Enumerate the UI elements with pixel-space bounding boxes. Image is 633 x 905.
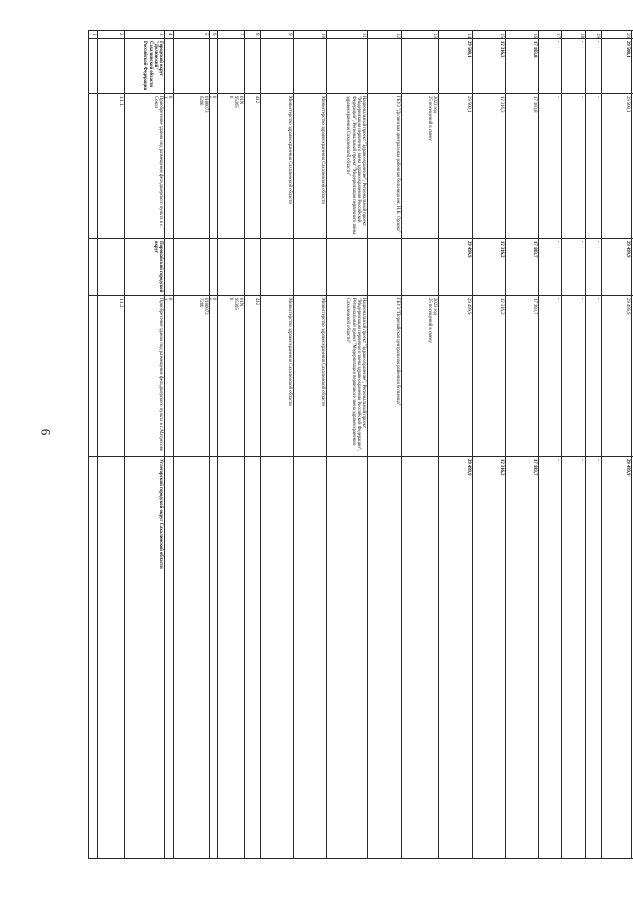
- cell-text: -: [595, 459, 600, 461]
- cell-text: [174, 239, 209, 295]
- cell-text: 0: [167, 298, 172, 301]
- table-cell: [218, 457, 245, 859]
- cell-text: 3: [158, 33, 163, 36]
- table-cell: [261, 296, 294, 457]
- table-cell: [294, 457, 327, 859]
- budget-table: [88, 30, 633, 859]
- cell-text: [402, 239, 438, 295]
- table-cell: [174, 296, 210, 457]
- cell-text: 2023 год 25 посещений в смену: [426, 96, 437, 141]
- table-cell: [439, 239, 473, 296]
- table-cell: [368, 296, 402, 457]
- table-cell: [294, 39, 327, 94]
- table-cell: [562, 457, 586, 859]
- cell-text: [165, 239, 173, 295]
- cell-text: Поронайский городской округ: [152, 241, 163, 293]
- column-number-cell: [245, 31, 261, 39]
- table-header-row: [89, 31, 633, 39]
- cell-text: [261, 39, 293, 93]
- column-number-cell: [368, 31, 402, 39]
- cell-text: 12: [395, 33, 400, 38]
- table-cell: [174, 39, 210, 94]
- cell-text: 17 183,8: [532, 96, 537, 113]
- cell-text: -: [595, 298, 600, 300]
- cell-text: 29 500,1: [466, 96, 471, 113]
- cell-text: [174, 457, 209, 858]
- cell-text: 11: [361, 33, 366, 38]
- table-cell: [327, 239, 368, 296]
- table-cell: [473, 39, 506, 94]
- cell-text: Городской округ "Долинский" Сахалинской области Российской Федерации: [142, 41, 163, 91]
- table-cell: [210, 296, 218, 457]
- cell-text: [218, 239, 244, 295]
- table-cell: [439, 296, 473, 457]
- table-cell: [98, 239, 125, 296]
- table-cell: [327, 94, 368, 239]
- table-cell: [602, 239, 632, 296]
- table-cell: [402, 296, 439, 457]
- table-cell: [98, 296, 125, 457]
- table-row: [89, 457, 633, 859]
- table-cell: [402, 239, 439, 296]
- column-number-cell: [294, 31, 327, 39]
- table-cell: [245, 94, 261, 239]
- table-cell: [368, 239, 402, 296]
- table-cell: [294, 94, 327, 239]
- column-number-cell: [210, 31, 218, 39]
- cell-text: Приобретение здания под размещение фельдшерского пункта в с. Сокол: [152, 96, 163, 228]
- cell-text: [327, 457, 367, 858]
- table-cell: [586, 94, 602, 239]
- table-cell: [473, 94, 506, 239]
- cell-text: [245, 457, 260, 858]
- cell-text: 1.1.2.: [118, 298, 123, 309]
- cell-text: 29 499,9: [466, 459, 471, 476]
- cell-text: ГБУЗ "Поронайская центральная районная больница": [395, 298, 400, 406]
- table-cell: [506, 239, 539, 296]
- cell-text: Министерство здравоохранения Сахалинской области: [320, 96, 325, 204]
- cell-text: -: [555, 298, 560, 300]
- cell-text: [261, 239, 293, 295]
- table-cell: [174, 94, 210, 239]
- table-cell: [602, 457, 632, 859]
- cell-text: 412: [254, 96, 259, 104]
- cell-text: 1.1.1.: [118, 96, 123, 107]
- table-cell: [562, 94, 586, 239]
- table-cell: [125, 457, 165, 859]
- cell-text: -: [579, 298, 584, 300]
- cell-text: [210, 39, 217, 93]
- table-cell: [473, 296, 506, 457]
- cell-text: 14: [466, 33, 471, 38]
- cell-text: [89, 94, 97, 238]
- cell-text: 12 316,3: [499, 41, 504, 58]
- cell-text: 412: [254, 298, 259, 306]
- cell-text: 5: [203, 33, 208, 36]
- table-cell: [165, 296, 174, 457]
- cell-text: 29 500,1: [625, 41, 630, 58]
- table-cell: [402, 457, 439, 859]
- cell-text: [368, 239, 401, 295]
- table-cell: [125, 296, 165, 457]
- cell-text: 12 316,2: [499, 298, 504, 315]
- cell-text: 0: [167, 96, 172, 99]
- table-cell: [586, 39, 602, 94]
- cell-text: [294, 239, 326, 295]
- column-number-cell: [602, 31, 632, 39]
- cell-text: 17 183,7: [532, 241, 537, 258]
- column-number-cell: [506, 31, 539, 39]
- table-cell: [539, 457, 562, 859]
- table-cell: [165, 239, 174, 296]
- table-cell: [539, 296, 562, 457]
- cell-text: [174, 39, 209, 93]
- table-cell: [294, 239, 327, 296]
- table-cell: [506, 39, 539, 94]
- cell-text: -: [555, 41, 560, 43]
- column-number-cell: [473, 31, 506, 39]
- table-cell: [261, 39, 294, 94]
- table-cell: [210, 457, 218, 859]
- cell-text: 7: [238, 33, 243, 36]
- table-cell: [402, 39, 439, 94]
- table-cell: [98, 457, 125, 859]
- table-cell: [539, 239, 562, 296]
- page-number: 6: [38, 428, 54, 436]
- table-cell: [125, 239, 165, 296]
- cell-text: -: [555, 96, 560, 98]
- table-cell: [165, 457, 174, 859]
- cell-text: 0: [211, 298, 216, 301]
- cell-text: Министерство здравоохранения Сахалинской области: [320, 298, 325, 406]
- cell-text: -: [555, 459, 560, 461]
- cell-text: 2: [118, 33, 123, 36]
- cell-text: [218, 39, 244, 93]
- cell-text: 9: [287, 33, 292, 36]
- cell-text: 2023 год 25 посещений в смену: [426, 298, 437, 343]
- column-number-cell: [327, 31, 368, 39]
- table-cell: [89, 39, 98, 94]
- table-cell: [165, 39, 174, 94]
- cell-text: Национальный проект "Здравоохранение", Региональный проект "Модернизация первичного звена здравоохранения Российской Федерации", Региональный проект "Модернизация первичного звена здравоохранения Сахалинской области": [345, 298, 366, 451]
- cell-text: 10: [320, 33, 325, 38]
- cell-text: [245, 39, 260, 93]
- cell-text: [98, 457, 124, 858]
- column-number-cell: [98, 31, 125, 39]
- table-cell: [473, 239, 506, 296]
- table-cell: [98, 94, 125, 239]
- cell-text: 29 500,1: [625, 96, 630, 113]
- cell-text: Углегорский городской округ Сахалинской области: [158, 459, 163, 569]
- column-number-cell: [439, 31, 473, 39]
- column-number-cell: [539, 31, 562, 39]
- table-cell: [89, 457, 98, 859]
- cell-text: [261, 457, 293, 858]
- table-cell: [245, 457, 261, 859]
- table-cell: [245, 239, 261, 296]
- table-cell: [210, 239, 218, 296]
- table-cell: [245, 39, 261, 94]
- table-cell: [218, 296, 245, 457]
- cell-text: ГБУЗ "Долинская центральная районная больница им. Н.К. Орлова": [395, 96, 400, 233]
- cell-text: [89, 457, 97, 858]
- table-cell: [218, 39, 245, 94]
- cell-text: [368, 457, 401, 858]
- cell-text: 0100073 7200: [197, 298, 208, 315]
- table-cell: [368, 39, 402, 94]
- table-cell: [439, 39, 473, 94]
- table-cell: [218, 94, 245, 239]
- table-row: [89, 239, 633, 296]
- table-cell: [562, 39, 586, 94]
- table-row: [89, 39, 633, 94]
- table-cell: [586, 457, 602, 859]
- cell-text: 0: [211, 96, 216, 99]
- cell-text: [218, 457, 244, 858]
- cell-text: [165, 39, 173, 93]
- cell-text: 29 499,9: [625, 241, 630, 258]
- table-cell: [89, 94, 98, 239]
- table-cell: [174, 239, 210, 296]
- cell-text: [245, 239, 260, 295]
- table-row: [89, 296, 633, 457]
- cell-text: Министерство здравоохранения Сахалинской области: [287, 96, 292, 204]
- table-cell: [439, 94, 473, 239]
- cell-text: 29 500,1: [466, 41, 471, 58]
- cell-text: 16: [532, 33, 537, 38]
- column-number-cell: [218, 31, 245, 39]
- table-cell: [89, 239, 98, 296]
- table-cell: [539, 39, 562, 94]
- table-cell: [327, 39, 368, 94]
- cell-text: 29 499,9: [466, 241, 471, 258]
- cell-text: 01N 95365 0: [227, 298, 243, 310]
- table-cell: [368, 457, 402, 859]
- column-number-cell: [402, 31, 439, 39]
- table-cell: [261, 457, 294, 859]
- cell-text: [89, 296, 97, 456]
- cell-text: 17: [555, 33, 560, 38]
- table-cell: [165, 94, 174, 239]
- table-cell: [473, 457, 506, 859]
- cell-text: [294, 39, 326, 93]
- table-cell: [562, 239, 586, 296]
- table-cell: [327, 457, 368, 859]
- cell-text: -: [555, 241, 560, 243]
- cell-text: 20: [625, 33, 630, 38]
- table-cell: [586, 239, 602, 296]
- cell-text: 12 316,2: [499, 459, 504, 476]
- cell-text: Национальный проект "Здравоохранение", Региональный проект "Модернизация первичного звена здравоохранения Российской Федерации", Региональный проект "Модернизация первичного звена здравоохранения Сахалинской области": [345, 96, 366, 235]
- cell-text: 4: [167, 33, 172, 36]
- table-cell: [98, 39, 125, 94]
- table-cell: [602, 94, 632, 239]
- cell-text: [98, 239, 124, 295]
- table-cell: [402, 94, 439, 239]
- table-cell: [327, 296, 368, 457]
- cell-text: 17 183,7: [532, 459, 537, 476]
- table-cell: [261, 239, 294, 296]
- column-number-cell: [125, 31, 165, 39]
- cell-text: 15: [499, 33, 504, 38]
- cell-text: -: [579, 96, 584, 98]
- cell-text: 18: [579, 33, 584, 38]
- cell-text: [210, 239, 217, 295]
- cell-text: [165, 457, 173, 858]
- cell-text: 13: [432, 33, 437, 38]
- table-cell: [294, 296, 327, 457]
- cell-text: 12 316,3: [499, 96, 504, 113]
- table-cell: [539, 94, 562, 239]
- cell-text: Министерство здравоохранения Сахалинской области: [287, 298, 292, 406]
- column-number-cell: [562, 31, 586, 39]
- table-cell: [506, 94, 539, 239]
- cell-text: 29 499,9: [466, 298, 471, 315]
- column-number-cell: [174, 31, 210, 39]
- table-cell: [125, 94, 165, 239]
- column-number-cell: [586, 31, 602, 39]
- cell-text: -: [579, 241, 584, 243]
- column-number-cell: [89, 31, 98, 39]
- table-cell: [261, 94, 294, 239]
- cell-text: -: [595, 241, 600, 243]
- table-cell: [506, 457, 539, 859]
- cell-text: [368, 39, 401, 93]
- table-cell: [210, 39, 218, 94]
- cell-text: [89, 239, 97, 295]
- table-cell: [562, 296, 586, 457]
- cell-text: [210, 457, 217, 858]
- cell-text: 19: [595, 33, 600, 38]
- cell-text: [294, 457, 326, 858]
- table-cell: [602, 39, 632, 94]
- table-row: [89, 94, 633, 239]
- table-cell: [506, 296, 539, 457]
- table-cell: [174, 457, 210, 859]
- cell-text: -: [595, 41, 600, 43]
- cell-text: [327, 39, 367, 93]
- table-cell: [125, 39, 165, 94]
- cell-text: 01N 95365 0: [227, 96, 243, 108]
- cell-text: [89, 39, 97, 93]
- cell-text: 6: [211, 33, 216, 36]
- cell-text: [402, 39, 438, 93]
- table-cell: [439, 457, 473, 859]
- cell-text: [98, 39, 124, 93]
- column-number-cell: [165, 31, 174, 39]
- cell-text: 29 499,9: [625, 459, 630, 476]
- cell-text: 29 499,9: [625, 298, 630, 315]
- cell-text: 17 183,8: [532, 41, 537, 58]
- cell-text: 8: [254, 33, 259, 36]
- table-cell: [368, 94, 402, 239]
- table-cell: [245, 296, 261, 457]
- table-cell: [218, 239, 245, 296]
- table-cell: [602, 296, 632, 457]
- cell-text: 12 316,2: [499, 241, 504, 258]
- column-number-cell: [261, 31, 294, 39]
- cell-text: -: [579, 459, 584, 461]
- cell-text: -: [595, 96, 600, 98]
- table-cell: [586, 296, 602, 457]
- table-cell: [210, 94, 218, 239]
- cell-text: 17 183,7: [532, 298, 537, 315]
- cell-text: 0100073 6200: [197, 96, 208, 113]
- cell-text: [327, 239, 367, 295]
- cell-text: -: [579, 41, 584, 43]
- table-cell: [89, 296, 98, 457]
- cell-text: [402, 457, 438, 858]
- cell-text: Приобретение здания под размещение фельдшерского пункта в с.Матросово: [158, 298, 163, 452]
- cell-text: 1: [91, 33, 96, 36]
